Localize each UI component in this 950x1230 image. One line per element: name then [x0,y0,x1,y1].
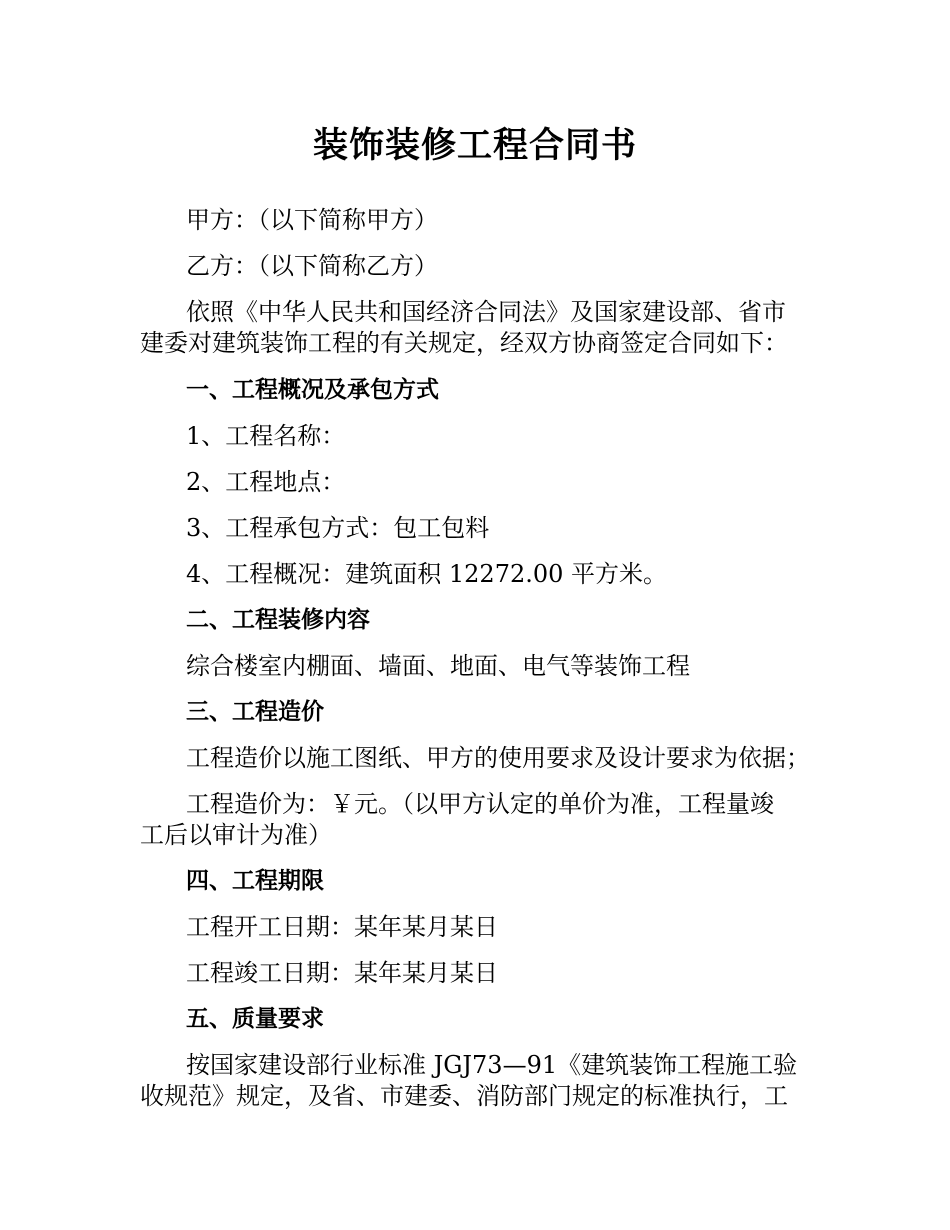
section-3-basis: 工程造价以施工图纸、甲方的使用要求及设计要求为依据； [186,744,810,772]
intro-line-1: 依照《中华人民共和国经济合同法》及国家建设部、省市 [186,298,786,326]
party-b-line: 乙方：（以下简称乙方） [186,252,438,280]
section-1-heading: 一、工程概况及承包方式 [186,377,439,403]
section-2-content: 综合楼室内棚面、墙面、地面、电气等装饰工程 [186,652,690,680]
section-3-price-line-2: 工后以审计为准） [140,821,332,849]
section-4-end-date: 工程竣工日期：某年某月某日 [186,959,498,987]
contract-title: 装饰装修工程合同书 [312,126,637,166]
section-5-line-1: 按国家建设部行业标准 JGJ73—91《建筑装饰工程施工验 [186,1051,798,1079]
section-1-item-4: 4、工程概况：建筑面积 12272.00 平方米。 [186,560,668,588]
section-1-item-1: 1、工程名称： [186,422,346,450]
section-3-heading: 三、工程造价 [186,699,324,725]
section-1-item-3: 3、工程承包方式：包工包料 [186,514,490,542]
section-5-line-2: 收规范》规定，及省、市建委、消防部门规定的标准执行，工 [140,1082,788,1110]
party-a-line: 甲方：（以下简称甲方） [186,206,438,234]
section-4-start-date: 工程开工日期：某年某月某日 [186,913,498,941]
section-4-heading: 四、工程期限 [186,868,324,894]
section-1-item-2: 2、工程地点： [186,468,346,496]
section-3-price-line-1: 工程造价为：￥元。（以甲方认定的单价为准，工程量竣 [186,790,774,818]
section-5-heading: 五、质量要求 [186,1006,324,1032]
intro-line-2: 建委对建筑装饰工程的有关规定，经双方协商签定合同如下： [140,329,788,357]
section-2-heading: 二、工程装修内容 [186,607,370,633]
